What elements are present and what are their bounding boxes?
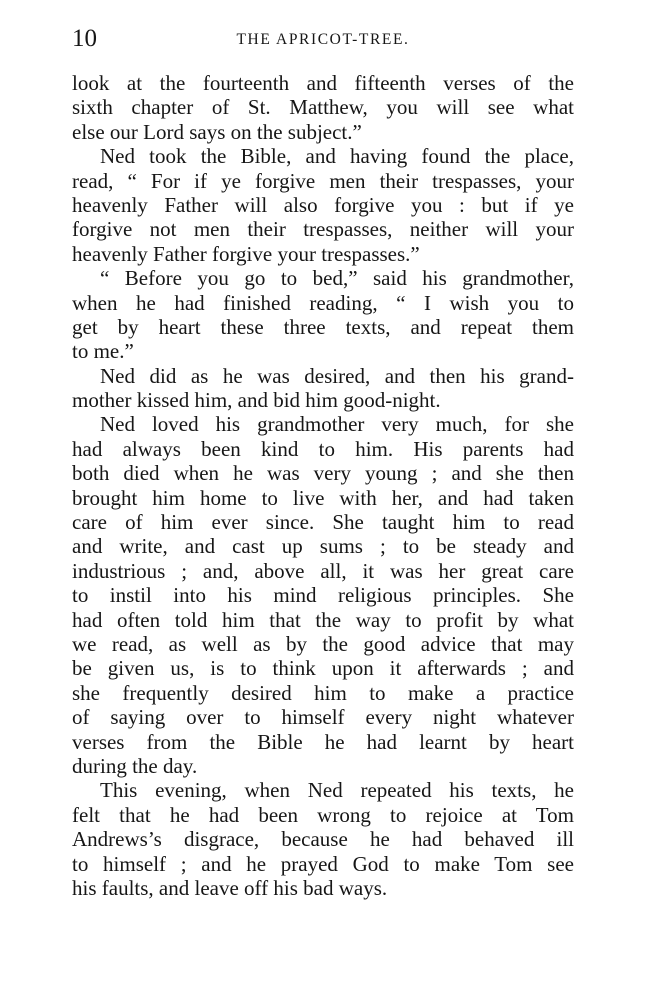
running-head bbox=[72, 24, 574, 54]
text-line: to himself ; and he prayed God to make Tom see bbox=[72, 851, 574, 876]
text-line: to instil into his mind religious principles. She bbox=[72, 583, 574, 608]
text-line: brought him home to live with her, and had taken bbox=[72, 485, 574, 510]
text-line: care of him ever since. She taught him to read bbox=[72, 510, 574, 535]
text-line: Ned loved his grandmother very much, for she bbox=[100, 412, 574, 437]
text-line: industrious ; and, above all, it was her great care bbox=[72, 558, 574, 583]
text-line: we read, as well as by the good advice that may bbox=[72, 631, 574, 656]
paragraph bbox=[72, 412, 574, 778]
text-line: heavenly Father will also forgive you : but if ye bbox=[72, 192, 574, 217]
running-title: THE APRICOT-TREE. bbox=[236, 31, 410, 48]
text-line: get by heart these three texts, and repeat them bbox=[72, 314, 574, 339]
paragraph bbox=[72, 364, 574, 413]
text-line: had always been kind to him. His parents had bbox=[72, 436, 574, 461]
paragraph bbox=[72, 778, 574, 900]
text-line: else our Lord says on the subject.” bbox=[72, 119, 362, 144]
page-number: 10 bbox=[72, 25, 97, 52]
text-line: Ned did as he was desired, and then his grand- bbox=[100, 363, 574, 388]
text-line: had often told him that the way to profit by what bbox=[72, 607, 574, 632]
text-line: his faults, and leave off his bad ways. bbox=[72, 875, 388, 900]
text-line: heavenly Father forgive your trespasses.” bbox=[72, 241, 420, 266]
text-line: “ Before you go to bed,” said his grandmother, bbox=[100, 266, 574, 291]
paragraph bbox=[72, 71, 574, 144]
text-line: look at the fourteenth and fifteenth verses of the bbox=[72, 71, 574, 95]
text-line: when he had finished reading, “ I wish you to bbox=[72, 290, 574, 315]
text-line: she frequently desired him to make a practice bbox=[72, 680, 574, 705]
text-line: This evening, when Ned repeated his texts, he bbox=[100, 778, 574, 803]
text-line: sixth chapter of St. Matthew, you will see what bbox=[72, 95, 574, 120]
text-line: felt that he had been wrong to rejoice at Tom bbox=[72, 802, 574, 827]
text-line: verses from the Bible he had learnt by heart bbox=[72, 729, 574, 754]
paragraph bbox=[72, 266, 574, 364]
text-line: be given us, is to think upon it afterwards ; and bbox=[72, 656, 574, 681]
text-line: both died when he was very young ; and she then bbox=[72, 461, 574, 486]
text-line: Ned took the Bible, and having found the place, bbox=[100, 144, 574, 169]
text-line: Andrews’s disgrace, because he had behaved ill bbox=[72, 827, 574, 852]
paragraph bbox=[72, 144, 574, 266]
body-text bbox=[72, 71, 574, 900]
text-line: forgive not men their trespasses, neither will your bbox=[72, 217, 574, 242]
text-line: mother kissed him, and bid him good-night. bbox=[72, 388, 441, 413]
text-line: read, “ For if ye forgive men their trespasses, your bbox=[72, 168, 574, 193]
text-line: to me.” bbox=[72, 339, 134, 364]
text-line: of saying over to himself every night whatever bbox=[72, 705, 574, 730]
text-line: and write, and cast up sums ; to be steady and bbox=[72, 534, 574, 559]
text-line: during the day. bbox=[72, 753, 198, 778]
